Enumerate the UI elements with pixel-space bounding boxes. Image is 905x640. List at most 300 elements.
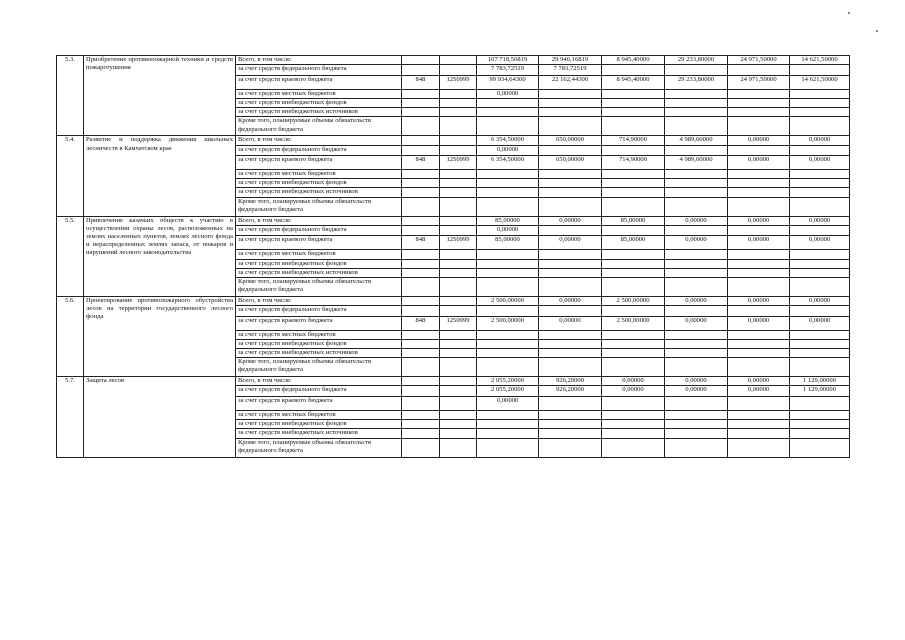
amount-cell: [665, 145, 728, 156]
amount-cell: [790, 250, 850, 259]
funding-source: Кроме того, планируемые объемы обязательств федерального бюджета: [236, 277, 402, 296]
table-row: [57, 216, 850, 225]
item-name: Развитие и поддержка движения школьных лесничеств в Камчатском крае: [84, 136, 236, 216]
item-number: 5.6.: [57, 296, 84, 376]
scan-speck: [876, 30, 878, 32]
amount-cell: 0,00000: [477, 396, 539, 410]
amount-cell: [665, 438, 728, 457]
amount-cell: [539, 306, 602, 317]
table-row: [57, 377, 850, 386]
amount-cell: [602, 358, 665, 377]
amount-cell: [728, 188, 790, 197]
amount-cell: [602, 170, 665, 179]
amount-cell: [728, 349, 790, 358]
table-row: [57, 56, 850, 65]
amount-cell: [728, 429, 790, 438]
code-cell: [440, 268, 477, 277]
code-cell: [402, 98, 440, 107]
amount-cell: [477, 117, 539, 136]
amount-cell: [790, 117, 850, 136]
amount-cell: [665, 250, 728, 259]
amount-cell: [477, 429, 539, 438]
amount-cell: [539, 410, 602, 419]
amount-cell: [790, 65, 850, 76]
code-cell: [402, 216, 440, 225]
amount-cell: 0,00000: [790, 236, 850, 250]
code-cell: [402, 145, 440, 156]
code-cell: [440, 339, 477, 348]
amount-cell: 85,00000: [602, 236, 665, 250]
item-name: Проектирование противопожарного обустройства лесов на территории государственного лесного фонда: [84, 296, 236, 376]
amount-cell: [665, 170, 728, 179]
funding-source: за счет средств местных бюджетов: [236, 89, 402, 98]
amount-cell: 0,00000: [665, 386, 728, 397]
amount-cell: [665, 396, 728, 410]
amount-cell: 2 500,00000: [602, 296, 665, 305]
amount-cell: [539, 349, 602, 358]
amount-cell: [539, 259, 602, 268]
funding-source: за счет средств внебюджетных источников: [236, 188, 402, 197]
amount-cell: [665, 358, 728, 377]
amount-cell: [728, 170, 790, 179]
amount-cell: 24 971,50000: [728, 56, 790, 65]
item-name: Защита лесов: [84, 377, 236, 457]
code-cell: [402, 170, 440, 179]
code-cell: [402, 179, 440, 188]
amount-cell: 714,90000: [602, 156, 665, 170]
amount-cell: [790, 396, 850, 410]
table-row: [57, 296, 850, 305]
amount-cell: [728, 339, 790, 348]
amount-cell: [539, 108, 602, 117]
code-cell: [402, 268, 440, 277]
code-cell: [440, 396, 477, 410]
amount-cell: 0,00000: [665, 377, 728, 386]
code-cell: [440, 438, 477, 457]
code-cell: [440, 306, 477, 317]
code-cell: 1250999: [440, 156, 477, 170]
amount-cell: [602, 225, 665, 236]
amount-cell: [790, 349, 850, 358]
amount-cell: [728, 65, 790, 76]
amount-cell: [790, 188, 850, 197]
code-cell: [440, 358, 477, 377]
code-cell: [440, 108, 477, 117]
amount-cell: [602, 306, 665, 317]
funding-source: Кроме того, планируемые объемы обязательств федерального бюджета: [236, 358, 402, 377]
amount-cell: [539, 197, 602, 216]
code-cell: 848: [402, 316, 440, 330]
code-cell: [402, 225, 440, 236]
amount-cell: [728, 259, 790, 268]
code-cell: [402, 349, 440, 358]
item-number: 5.5.: [57, 216, 84, 296]
amount-cell: 0,00000: [477, 89, 539, 98]
amount-cell: [539, 396, 602, 410]
amount-cell: 85,00000: [477, 216, 539, 225]
amount-cell: 0,00000: [728, 316, 790, 330]
amount-cell: [665, 179, 728, 188]
amount-cell: 0,00000: [477, 225, 539, 236]
table-row: [57, 136, 850, 145]
amount-cell: 0,00000: [602, 386, 665, 397]
funding-source: за счет средств федерального бюджета: [236, 145, 402, 156]
amount-cell: 0,00000: [790, 296, 850, 305]
amount-cell: [665, 349, 728, 358]
code-cell: [402, 429, 440, 438]
code-cell: 1250999: [440, 236, 477, 250]
amount-cell: [477, 438, 539, 457]
amount-cell: 0,00000: [728, 296, 790, 305]
amount-cell: [728, 396, 790, 410]
amount-cell: [665, 225, 728, 236]
code-cell: [402, 56, 440, 65]
amount-cell: [790, 145, 850, 156]
funding-source: за счет средств федерального бюджета: [236, 306, 402, 317]
amount-cell: [539, 339, 602, 348]
amount-cell: 0,00000: [728, 377, 790, 386]
funding-source: за счет средств внебюджетных фондов: [236, 98, 402, 107]
amount-cell: [665, 259, 728, 268]
amount-cell: 24 971,50000: [728, 75, 790, 89]
amount-cell: [665, 98, 728, 107]
funding-source: за счет средств местных бюджетов: [236, 250, 402, 259]
funding-source: Всего, в том числе:: [236, 216, 402, 225]
amount-cell: 4 989,60000: [665, 156, 728, 170]
amount-cell: 1 129,00000: [790, 386, 850, 397]
code-cell: 848: [402, 156, 440, 170]
amount-cell: [728, 420, 790, 429]
code-cell: 1250999: [440, 316, 477, 330]
amount-cell: [602, 197, 665, 216]
funding-source: за счет средств краевого бюджета: [236, 236, 402, 250]
funding-source: за счет средств внебюджетных источников: [236, 108, 402, 117]
code-cell: [402, 259, 440, 268]
amount-cell: 0,00000: [728, 156, 790, 170]
amount-cell: 926,20000: [539, 377, 602, 386]
amount-cell: 107 718,56819: [477, 56, 539, 65]
amount-cell: [728, 358, 790, 377]
amount-cell: [790, 306, 850, 317]
funding-source: Кроме того, планируемые объемы обязательств федерального бюджета: [236, 197, 402, 216]
funding-source: за счет средств местных бюджетов: [236, 410, 402, 419]
funding-source: за счет средств федерального бюджета: [236, 386, 402, 397]
amount-cell: [477, 197, 539, 216]
amount-cell: [539, 188, 602, 197]
amount-cell: [539, 117, 602, 136]
amount-cell: [665, 306, 728, 317]
amount-cell: [602, 117, 665, 136]
amount-cell: 2 055,20000: [477, 386, 539, 397]
amount-cell: [665, 420, 728, 429]
item-number: 5.4.: [57, 136, 84, 216]
code-cell: [440, 377, 477, 386]
code-cell: [402, 438, 440, 457]
scan-speck: [848, 12, 850, 14]
amount-cell: [539, 420, 602, 429]
code-cell: [402, 277, 440, 296]
funding-source: за счет средств федерального бюджета: [236, 225, 402, 236]
amount-cell: [602, 438, 665, 457]
amount-cell: [539, 429, 602, 438]
code-cell: [440, 98, 477, 107]
code-cell: [440, 225, 477, 236]
amount-cell: 29 233,80000: [665, 56, 728, 65]
amount-cell: [602, 277, 665, 296]
amount-cell: [665, 277, 728, 296]
amount-cell: 0,00000: [665, 316, 728, 330]
amount-cell: [602, 98, 665, 107]
amount-cell: [790, 179, 850, 188]
amount-cell: [477, 410, 539, 419]
amount-cell: [539, 89, 602, 98]
amount-cell: [728, 197, 790, 216]
amount-cell: [665, 117, 728, 136]
amount-cell: 7 783,72519: [539, 65, 602, 76]
amount-cell: [477, 170, 539, 179]
funding-source: Всего, в том числе:: [236, 377, 402, 386]
amount-cell: [790, 429, 850, 438]
code-cell: [440, 117, 477, 136]
amount-cell: [539, 330, 602, 339]
funding-source: Всего, в том числе:: [236, 136, 402, 145]
code-cell: [402, 396, 440, 410]
amount-cell: 650,00000: [539, 156, 602, 170]
amount-cell: [602, 89, 665, 98]
amount-cell: [477, 306, 539, 317]
amount-cell: 0,00000: [728, 236, 790, 250]
amount-cell: [539, 170, 602, 179]
code-cell: [440, 259, 477, 268]
amount-cell: [602, 429, 665, 438]
code-cell: [440, 420, 477, 429]
code-cell: [440, 296, 477, 305]
amount-cell: 8 945,40000: [602, 75, 665, 89]
code-cell: [402, 136, 440, 145]
funding-source: за счет средств краевого бюджета: [236, 316, 402, 330]
amount-cell: [477, 339, 539, 348]
code-cell: [402, 420, 440, 429]
amount-cell: 99 934,64300: [477, 75, 539, 89]
funding-source: за счет средств федерального бюджета: [236, 65, 402, 76]
amount-cell: [602, 396, 665, 410]
funding-source: за счет средств внебюджетных фондов: [236, 420, 402, 429]
amount-cell: [790, 420, 850, 429]
amount-cell: [477, 330, 539, 339]
amount-cell: 0,00000: [539, 296, 602, 305]
amount-cell: 0,00000: [790, 156, 850, 170]
code-cell: [402, 117, 440, 136]
amount-cell: [665, 330, 728, 339]
funding-source: за счет средств внебюджетных источников: [236, 429, 402, 438]
amount-cell: [728, 108, 790, 117]
amount-cell: 6 354,50000: [477, 156, 539, 170]
amount-cell: 2 500,00000: [477, 296, 539, 305]
funding-source: Всего, в том числе:: [236, 56, 402, 65]
amount-cell: [728, 410, 790, 419]
amount-cell: [477, 420, 539, 429]
funding-source: за счет средств местных бюджетов: [236, 330, 402, 339]
amount-cell: [790, 410, 850, 419]
code-cell: [440, 330, 477, 339]
funding-source: за счет средств внебюджетных источников: [236, 349, 402, 358]
amount-cell: 0,00000: [539, 316, 602, 330]
amount-cell: [477, 98, 539, 107]
amount-cell: [790, 98, 850, 107]
amount-cell: 22 162,44300: [539, 75, 602, 89]
funding-source: Кроме того, планируемые объемы обязательств федерального бюджета: [236, 438, 402, 457]
amount-cell: [790, 268, 850, 277]
code-cell: [440, 65, 477, 76]
amount-cell: [790, 277, 850, 296]
amount-cell: 29 946,16819: [539, 56, 602, 65]
amount-cell: [728, 89, 790, 98]
code-cell: [440, 216, 477, 225]
amount-cell: 6 354,50000: [477, 136, 539, 145]
amount-cell: [665, 268, 728, 277]
amount-cell: [602, 250, 665, 259]
amount-cell: [790, 339, 850, 348]
amount-cell: 8 945,40000: [602, 56, 665, 65]
amount-cell: [477, 179, 539, 188]
amount-cell: [790, 259, 850, 268]
amount-cell: [665, 188, 728, 197]
amount-cell: [665, 108, 728, 117]
code-cell: [402, 330, 440, 339]
amount-cell: [539, 438, 602, 457]
amount-cell: 1 129,00000: [790, 377, 850, 386]
amount-cell: 2 500,00000: [602, 316, 665, 330]
amount-cell: [728, 179, 790, 188]
item-number: 5.3.: [57, 56, 84, 136]
amount-cell: [539, 145, 602, 156]
amount-cell: [477, 268, 539, 277]
item-name: Привлечение казачьих обществ к участию в осуществлении охраны лесов, расположенных на землях населенных пунктов, землях лесного фонда и нераспределенных землях запаса, от пожаров и нарушений лесного законодательства: [84, 216, 236, 296]
amount-cell: [665, 410, 728, 419]
code-cell: [402, 296, 440, 305]
amount-cell: [728, 438, 790, 457]
amount-cell: [539, 268, 602, 277]
amount-cell: [602, 349, 665, 358]
code-cell: [402, 197, 440, 216]
amount-cell: 0,00000: [602, 377, 665, 386]
amount-cell: [602, 108, 665, 117]
amount-cell: 0,00000: [665, 216, 728, 225]
funding-source: за счет средств краевого бюджета: [236, 396, 402, 410]
funding-source: за счет средств краевого бюджета: [236, 75, 402, 89]
amount-cell: [539, 358, 602, 377]
amount-cell: 714,90000: [602, 136, 665, 145]
amount-cell: 85,00000: [602, 216, 665, 225]
amount-cell: 0,00000: [665, 296, 728, 305]
code-cell: [440, 145, 477, 156]
amount-cell: 85,00000: [477, 236, 539, 250]
code-cell: [402, 108, 440, 117]
code-cell: [402, 188, 440, 197]
amount-cell: 0,00000: [539, 216, 602, 225]
code-cell: [440, 170, 477, 179]
amount-cell: 0,00000: [728, 216, 790, 225]
funding-source: за счет средств внебюджетных фондов: [236, 259, 402, 268]
amount-cell: 0,00000: [665, 236, 728, 250]
code-cell: [402, 358, 440, 377]
amount-cell: [665, 339, 728, 348]
code-cell: [440, 349, 477, 358]
amount-cell: [539, 250, 602, 259]
amount-cell: [477, 358, 539, 377]
amount-cell: [602, 410, 665, 419]
code-cell: [440, 410, 477, 419]
amount-cell: [665, 429, 728, 438]
code-cell: 848: [402, 236, 440, 250]
amount-cell: [790, 89, 850, 98]
funding-source: за счет средств краевого бюджета: [236, 156, 402, 170]
amount-cell: [602, 259, 665, 268]
amount-cell: [790, 358, 850, 377]
code-cell: [402, 386, 440, 397]
amount-cell: [728, 145, 790, 156]
amount-cell: 14 621,50000: [790, 56, 850, 65]
amount-cell: 2 500,00000: [477, 316, 539, 330]
code-cell: [402, 306, 440, 317]
amount-cell: [602, 268, 665, 277]
code-cell: [440, 250, 477, 259]
amount-cell: [477, 277, 539, 296]
amount-cell: 0,00000: [477, 145, 539, 156]
code-cell: [402, 250, 440, 259]
code-cell: 1250999: [440, 75, 477, 89]
code-cell: [440, 89, 477, 98]
amount-cell: [602, 188, 665, 197]
funding-source: за счет средств внебюджетных источников: [236, 268, 402, 277]
code-cell: [440, 277, 477, 296]
code-cell: [402, 65, 440, 76]
amount-cell: [790, 170, 850, 179]
amount-cell: [539, 225, 602, 236]
item-number: 5.7.: [57, 377, 84, 457]
code-cell: [440, 179, 477, 188]
funding-source: Кроме того, планируемые объемы обязательств федерального бюджета: [236, 117, 402, 136]
amount-cell: 0,00000: [728, 386, 790, 397]
amount-cell: [477, 250, 539, 259]
code-cell: [440, 188, 477, 197]
code-cell: [402, 89, 440, 98]
amount-cell: [728, 117, 790, 136]
amount-cell: 4 989,60000: [665, 136, 728, 145]
amount-cell: [790, 330, 850, 339]
code-cell: [440, 136, 477, 145]
amount-cell: [477, 188, 539, 197]
amount-cell: 0,00000: [790, 316, 850, 330]
amount-cell: [539, 98, 602, 107]
code-cell: [440, 56, 477, 65]
code-cell: [440, 386, 477, 397]
amount-cell: 650,00000: [539, 136, 602, 145]
amount-cell: [790, 108, 850, 117]
amount-cell: [665, 89, 728, 98]
code-cell: [440, 429, 477, 438]
amount-cell: 7 783,72519: [477, 65, 539, 76]
amount-cell: 0,00000: [728, 136, 790, 145]
amount-cell: [602, 330, 665, 339]
amount-cell: [790, 197, 850, 216]
amount-cell: 0,00000: [790, 216, 850, 225]
amount-cell: 14 621,50000: [790, 75, 850, 89]
amount-cell: [728, 250, 790, 259]
amount-cell: [477, 259, 539, 268]
funding-source: за счет средств внебюджетных фондов: [236, 179, 402, 188]
amount-cell: 0,00000: [539, 236, 602, 250]
